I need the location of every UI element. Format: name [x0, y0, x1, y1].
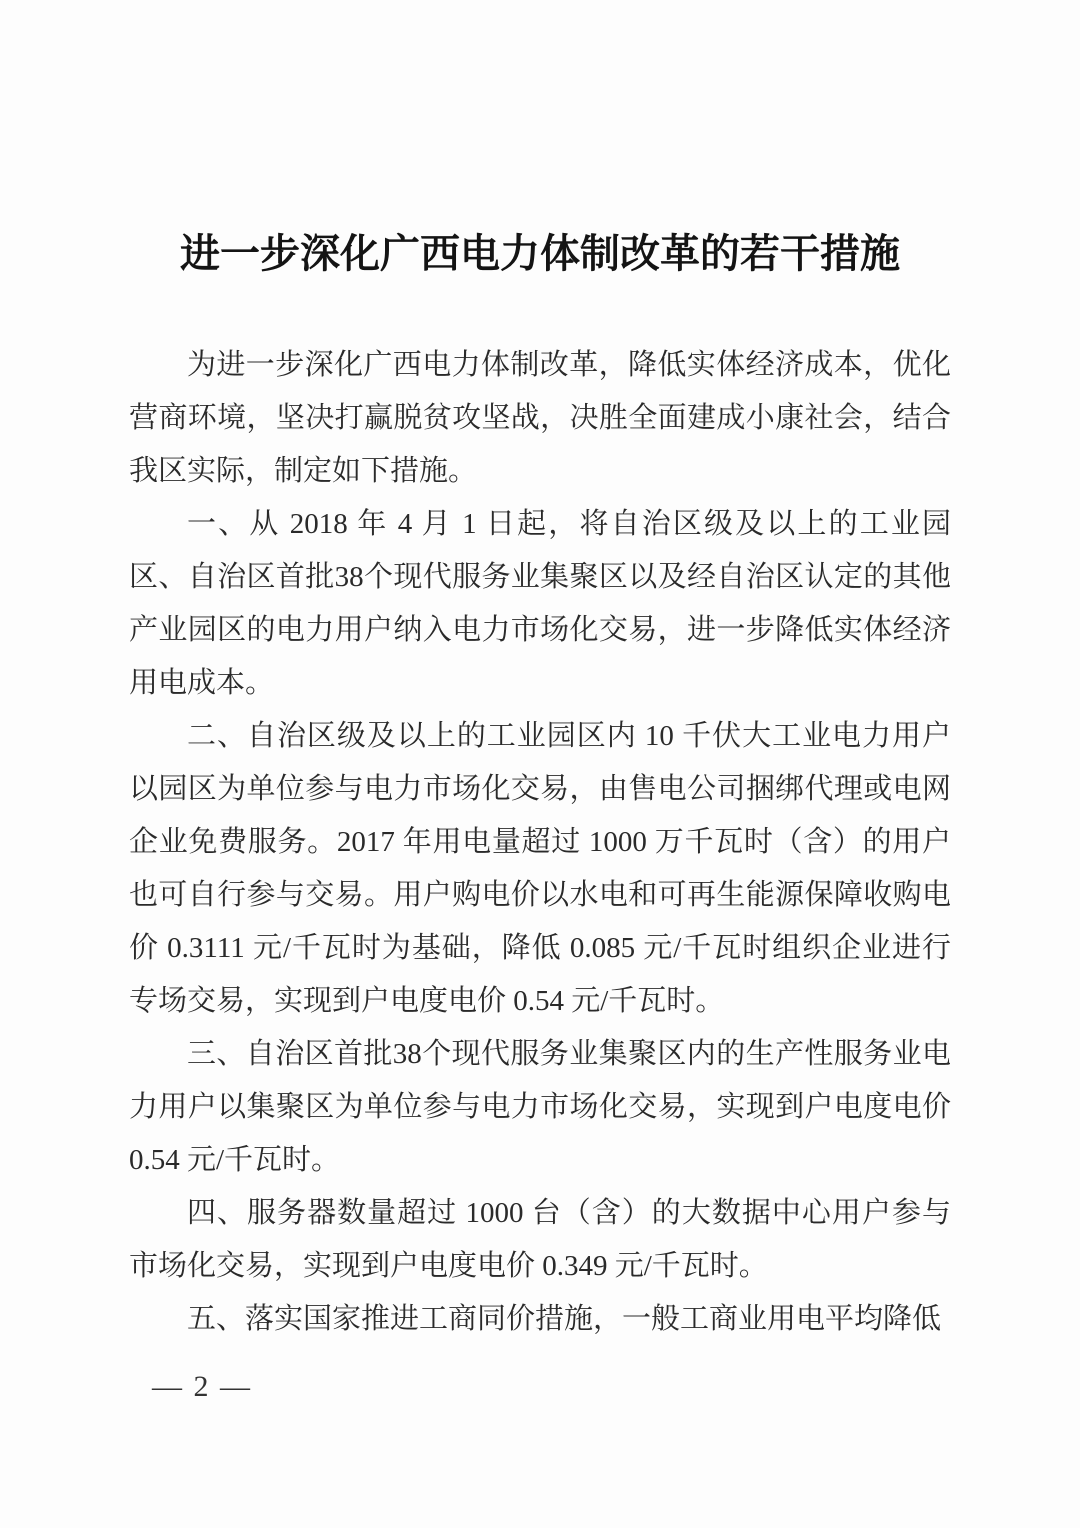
document-body	[129, 339, 951, 1346]
paragraph-item-3: 三、自治区首批38个现代服务业集聚区内的生产性服务业电力用户以集聚区为单位参与电力市场化交易，实现到户电度电价 0.54 元/千瓦时。	[129, 1038, 951, 1176]
paragraph-intro: 为进一步深化广西电力体制改革，降低实体经济成本，优化营商环境，坚决打赢脱贫攻坚战，决胜全面建成小康社会，结合我区实际，制定如下措施。	[129, 349, 951, 487]
paragraph-item-1: 一、从 2018 年 4 月 1 日起，将自治区级及以上的工业园区、自治区首批38个现代服务业集聚区以及经自治区认定的其他产业园区的电力用户纳入电力市场化交易，进一步降低实体经济用电成本。	[129, 508, 951, 699]
paragraph-item-4: 四、服务器数量超过 1000 台（含）的大数据中心用户参与市场化交易，实现到户电度电价 0.349 元/千瓦时。	[129, 1197, 951, 1282]
page-number: — 2 —	[152, 1370, 252, 1403]
paragraph-item-2: 二、自治区级及以上的工业园区内 10 千伏大工业电力用户以园区为单位参与电力市场化交易，由售电公司捆绑代理或电网企业免费服务。2017 年用电量超过 1000 万千瓦时（含）的用户也可自行参与交易。用户购电价以水电和可再生能源保障收购电价 0.3111 元/千瓦时为基础，降低 0.085 元/千瓦时组织企业进行专场交易，实现到户电度电价 0.54 元/千瓦时。	[129, 720, 951, 1017]
document-title: 进一步深化广西电力体制改革的若干措施	[180, 231, 900, 276]
paragraph-item-5: 五、落实国家推进工商同价措施，一般工商业用电平均降低	[187, 1303, 942, 1335]
